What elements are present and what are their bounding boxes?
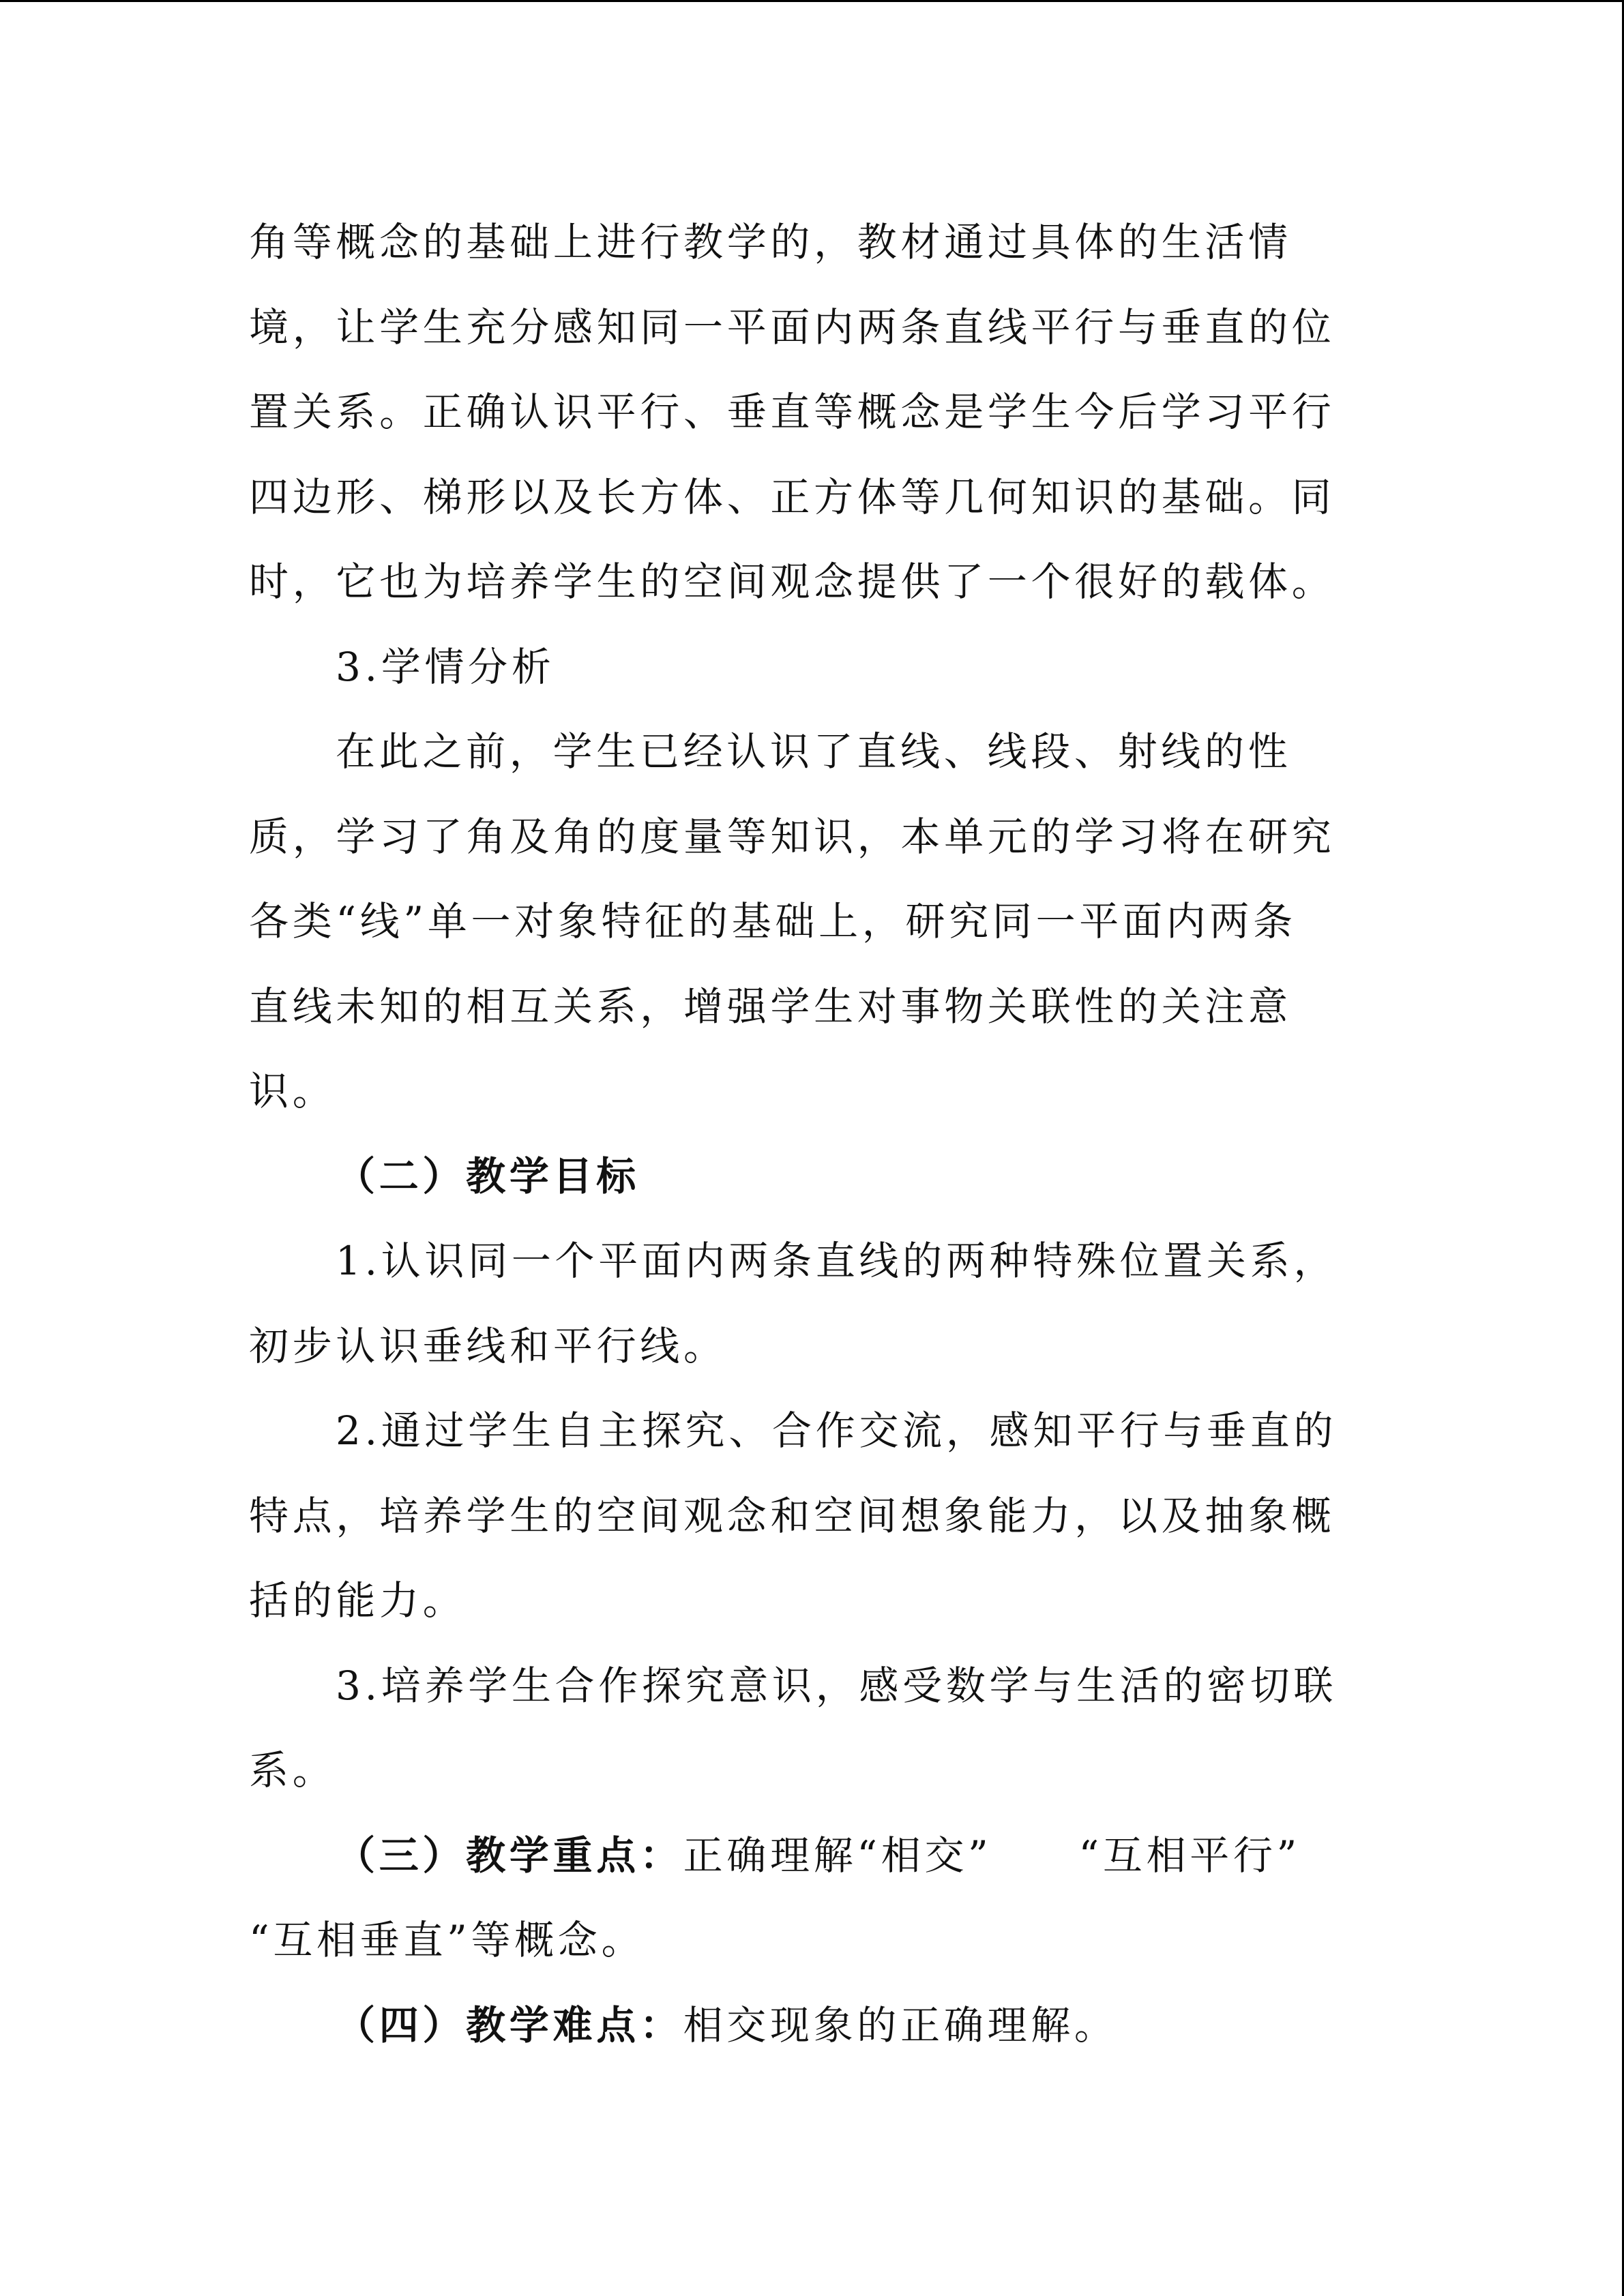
key-point-paragraph [249,1813,1408,1983]
learning-analysis-heading: 3.学情分析 [336,643,555,690]
key-point-label: （三）教学重点： [336,1832,683,1879]
paragraph-line: 各类“线”单一对象特征的基础上，研究同一平面内两条 [249,898,1297,944]
objectives-heading: （二）教学目标 [336,1152,640,1199]
difficulty-label: （四）教学难点： [336,2001,683,2048]
background-paragraph [249,200,1408,625]
paragraph-line: 1.认识同一个平面内两条直线的两种特殊位置关系， [336,1238,1338,1284]
paragraph-line: 括的能力。 [249,1577,467,1624]
paragraph-line: 特点，培养学生的空间观念和空间想象能力，以及抽象概 [249,1492,1335,1539]
objective-item [249,1219,1408,1388]
paragraph-line [249,1983,1408,2068]
paragraph-line: 在此之前，学生已经认识了直线、线段、射线的性 [336,728,1292,775]
difficulty-text: 相交现象的正确理解。 [683,2001,1118,2048]
key-point-text: 正确理解“相交” [683,1832,992,1879]
paragraph-line: 3.培养学生合作探究意识，感受数学与生活的密切联 [336,1662,1338,1709]
paragraph-line: 时，它也为培养学生的空间观念提供了一个很好的载体。 [249,558,1335,605]
paragraph-line: 直线未知的相互关系，增强学生对事物关联性的关注意 [249,983,1292,1030]
learning-analysis-paragraph [249,709,1408,1134]
paragraph-line: 质，学习了角及角的度量等知识，本单元的学习将在研究 [249,813,1335,860]
paragraph-line: 2.通过学生自主探究、合作交流，感知平行与垂直的 [336,1407,1338,1454]
paragraph-line: 初步认识垂线和平行线。 [249,1322,727,1369]
paragraph-line: 识。 [249,1068,336,1114]
paragraph-line: 置关系。正确认识平行、垂直等概念是学生今后学习平行 [249,389,1335,435]
paragraph-line: 角等概念的基础上进行教学的，教材通过具体的生活情 [249,219,1292,265]
paragraph-line: 四边形、梯形以及长方体、正方体等几何知识的基础。同 [249,473,1335,520]
paragraph-line: “互相垂直”等概念。 [249,1917,645,1963]
key-point-text: “互相平行” [1078,1832,1301,1879]
paragraph-line [249,1813,1408,1898]
document-body [249,200,1408,2068]
objective-item [249,1388,1408,1643]
objective-item [249,1643,1408,1813]
paragraph-line: 系。 [249,1747,336,1793]
difficulty-paragraph [249,1983,1408,2068]
paragraph-line: 境，让学生充分感知同一平面内两条直线平行与垂直的位 [249,303,1335,351]
